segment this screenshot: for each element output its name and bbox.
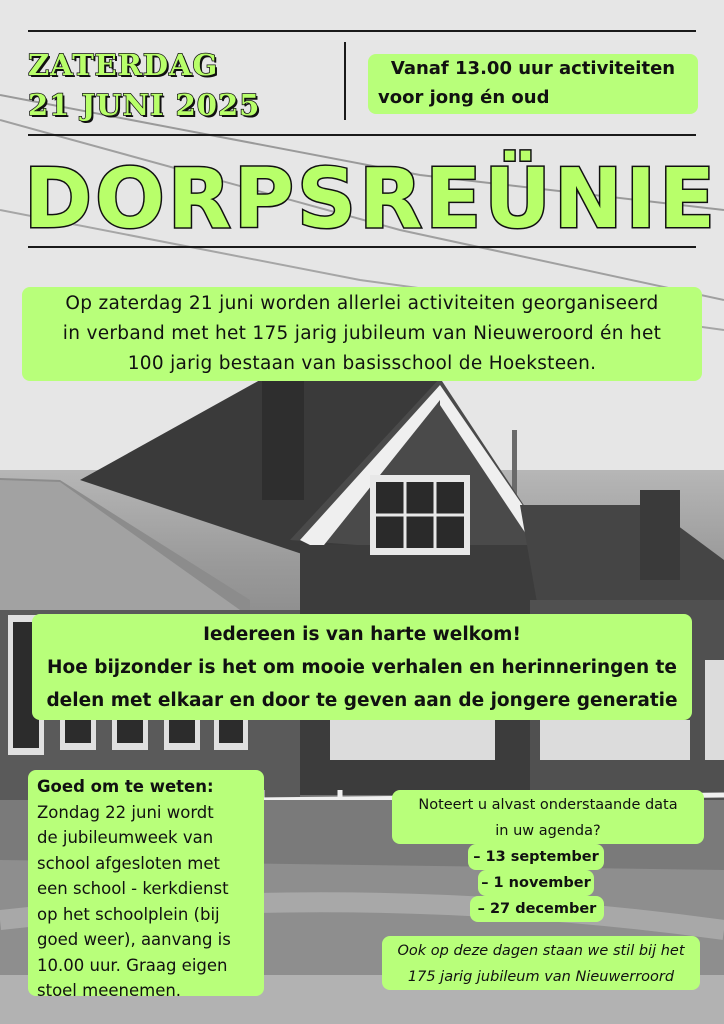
dates-intro-line2: in uw agenda? bbox=[495, 823, 601, 839]
intro-box bbox=[22, 287, 702, 381]
good-to-know-line: school afgesloten met bbox=[37, 853, 220, 873]
good-to-know-box bbox=[28, 770, 264, 1000]
intro-line1: Op zaterdag 21 juni worden allerlei activiteiten georganiseerd bbox=[65, 293, 659, 314]
welcome-line2: Hoe bijzonder is het om mooie verhalen en herinneringen te bbox=[47, 657, 677, 678]
good-to-know-line: goed weer), aanvang is bbox=[37, 930, 231, 949]
activities-box bbox=[368, 54, 698, 114]
closing-line2: 175 jarig jubileum van Nieuwerroord bbox=[407, 969, 675, 985]
good-to-know-line: op het schoolplein (bij bbox=[37, 904, 220, 924]
date-item: – 1 november bbox=[478, 870, 594, 896]
date-full: 21 JUNI 2025 bbox=[28, 88, 261, 122]
good-to-know-heading: Goed om te weten: bbox=[37, 777, 214, 796]
intro-line2: in verband met het 175 jarig jubileum van Nieuweroord én het bbox=[62, 323, 662, 344]
good-to-know-line: een school - kerkdienst bbox=[37, 879, 229, 898]
welcome-line3: delen met elkaar en door te geven aan de jongere generatie bbox=[46, 690, 678, 711]
good-to-know-line: de jubileumweek van bbox=[37, 828, 214, 847]
page-title: DORPSREÜNIE bbox=[24, 152, 718, 247]
good-to-know-line: Zondag 22 juni wordt bbox=[37, 802, 214, 822]
mid-rule bbox=[28, 134, 696, 136]
good-to-know-line: stoel meenemen. bbox=[37, 981, 182, 1000]
date-day: ZATERDAG bbox=[28, 48, 219, 82]
activities-line1: Vanaf 13.00 uur activiteiten bbox=[390, 58, 676, 79]
dates-intro-line1: Noteert u alvast onderstaande data bbox=[418, 797, 678, 813]
good-to-know-line: 10.00 uur. Graag eigen bbox=[37, 955, 228, 975]
closing-line1: Ook op deze dagen staan we stil bij het bbox=[397, 943, 685, 959]
closing-box bbox=[382, 936, 700, 990]
activities-line2: voor jong én oud bbox=[378, 87, 550, 108]
dates-intro-box bbox=[392, 790, 704, 844]
header-divider bbox=[344, 42, 346, 120]
welcome-line1: Iedereen is van harte welkom! bbox=[203, 624, 521, 645]
date-item: – 13 september bbox=[468, 844, 604, 870]
intro-line3: 100 jarig bestaan van basisschool de Hoeksteen. bbox=[127, 353, 597, 374]
date-item: – 27 december bbox=[470, 896, 604, 922]
welcome-box bbox=[32, 614, 692, 720]
top-rule bbox=[28, 30, 696, 32]
